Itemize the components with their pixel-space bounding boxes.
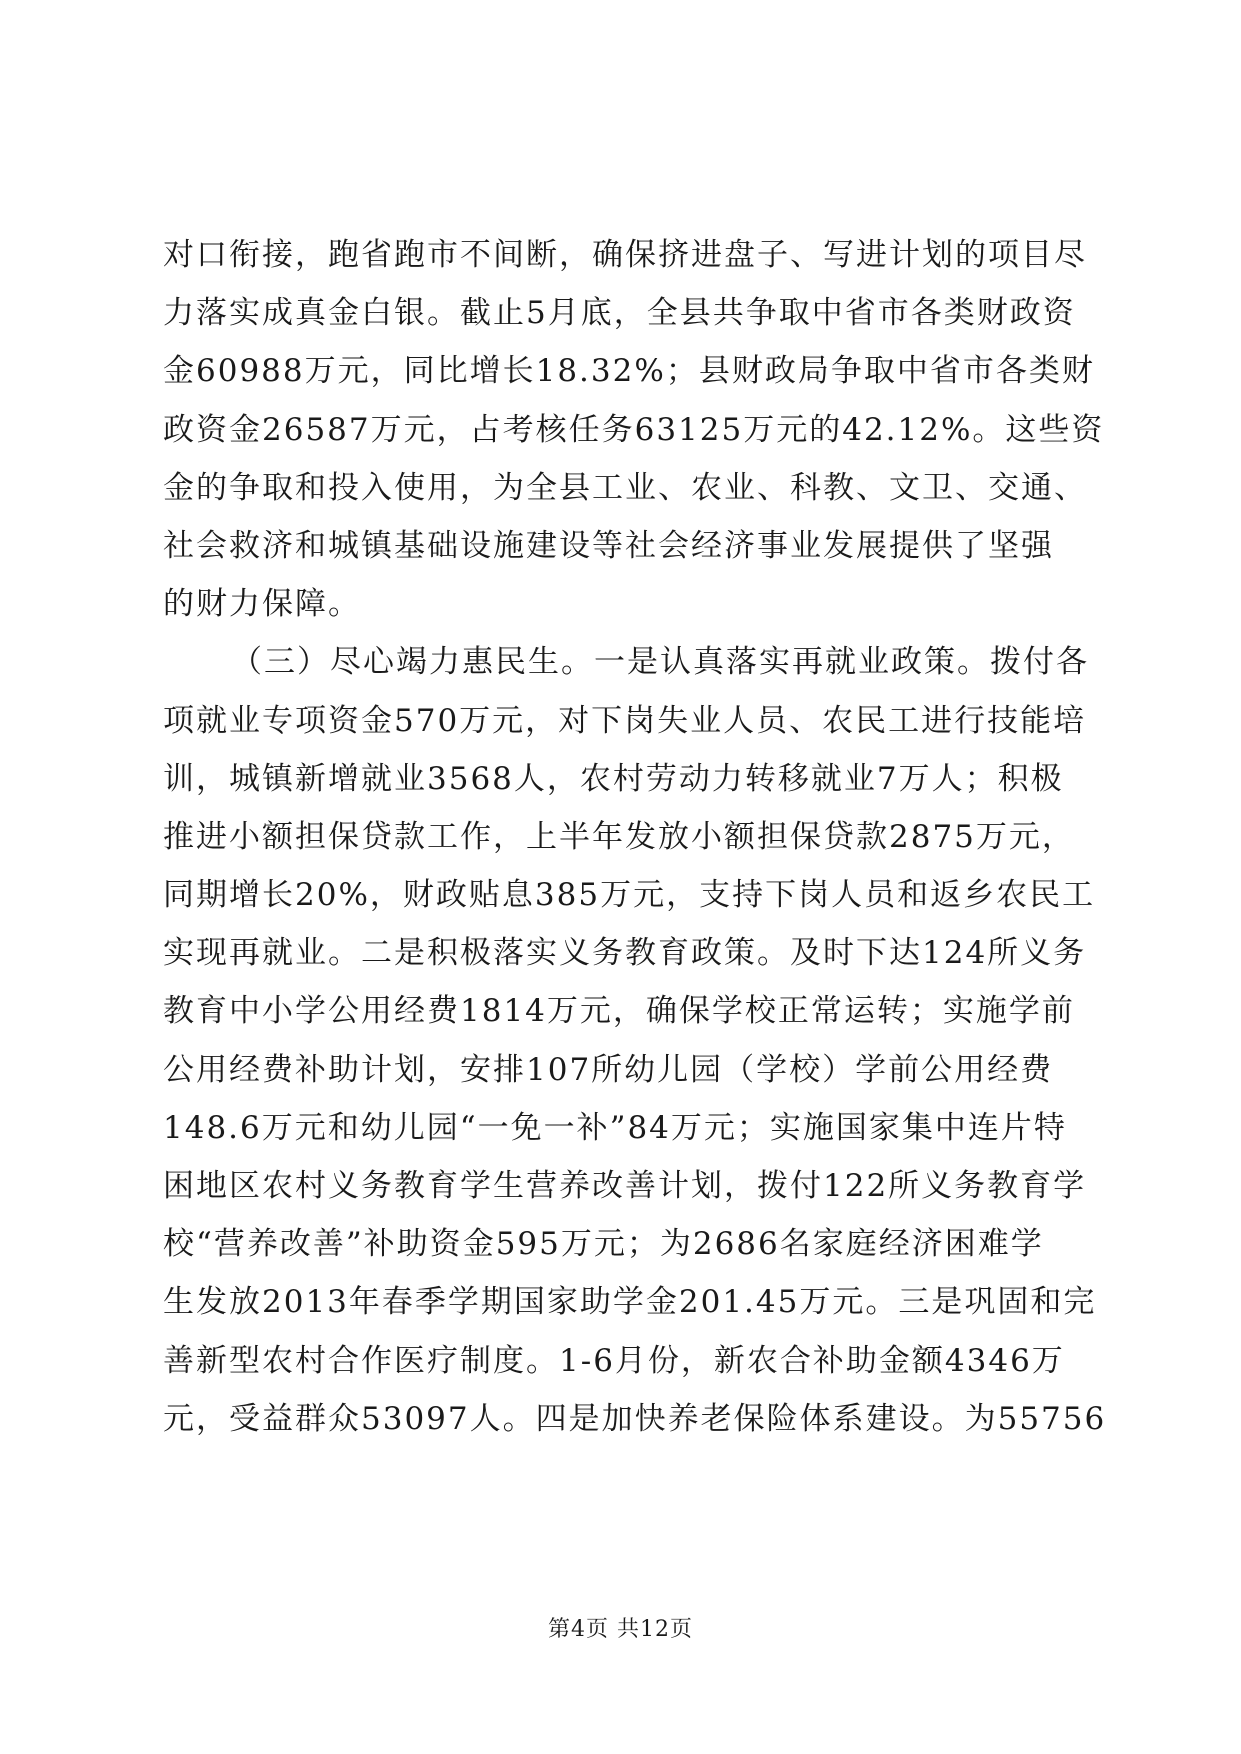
text-line: 公用经费补助计划，安排107所幼儿园（学校）学前公用经费 [163, 1051, 1054, 1088]
text-line: 教育中小学公用经费1814万元，确保学校正常运转；实施学前 [163, 993, 1075, 1030]
text-line: 金60988万元，同比增长18.32%；县财政局争取中省市各类财 [163, 353, 1095, 390]
text-line: 善新型农村合作医疗制度。1-6月份，新农合补助金额4346万 [163, 1342, 1065, 1379]
text-line: 对口衔接，跑省跑市不间断，确保挤进盘子、写进计划的项目尽 [163, 237, 1087, 273]
section-heading-line: （三）尽心竭力惠民生。一是认真落实再就业政策。拨付各 [231, 644, 1089, 681]
text-line: 社会救济和城镇基础设施建设等社会经济事业发展提供了坚强 [163, 527, 1054, 564]
text-line: 的财力保障。 [163, 586, 361, 623]
page-number-footer: 第4页 共12页 [548, 1617, 693, 1642]
text-line: 实现再就业。二是积极落实义务教育政策。及时下达124所义务 [163, 935, 1087, 972]
text-line: 元，受益群众53097人。四是加快养老保险体系建设。为55756 [163, 1400, 1107, 1437]
text-line: 148.6万元和幼儿园“一免一补”84万元；实施国家集中连片特 [163, 1109, 1067, 1146]
text-line: 政资金26587万元，占考核任务63125万元的42.12%。这些资 [163, 411, 1105, 448]
text-line: 生发放2013年春季学期国家助学金201.45万元。三是巩固和完 [163, 1284, 1097, 1321]
text-line: 训，城镇新增就业3568人，农村劳动力转移就业7万人；积极 [163, 760, 1064, 797]
text-line: 校“营养改善”补助资金595万元；为2686名家庭经济困难学 [163, 1226, 1044, 1263]
text-line: 力落实成真金白银。截止5月底，全县共争取中省市各类财政资 [163, 295, 1076, 332]
text-line: 金的争取和投入使用，为全县工业、农业、科教、文卫、交通、 [163, 469, 1087, 506]
text-line: 推进小额担保贷款工作，上半年发放小额担保贷款2875万元， [163, 818, 1075, 855]
text-line: 项就业专项资金570万元，对下岗失业人员、农民工进行技能培 [163, 702, 1087, 739]
body-text [163, 226, 1107, 1448]
text-line: 困地区农村义务教育学生营养改善计划，拨付122所义务教育学 [163, 1168, 1087, 1204]
text-line: 同期增长20%，财政贴息385万元，支持下岗人员和返乡农民工 [163, 877, 1096, 914]
